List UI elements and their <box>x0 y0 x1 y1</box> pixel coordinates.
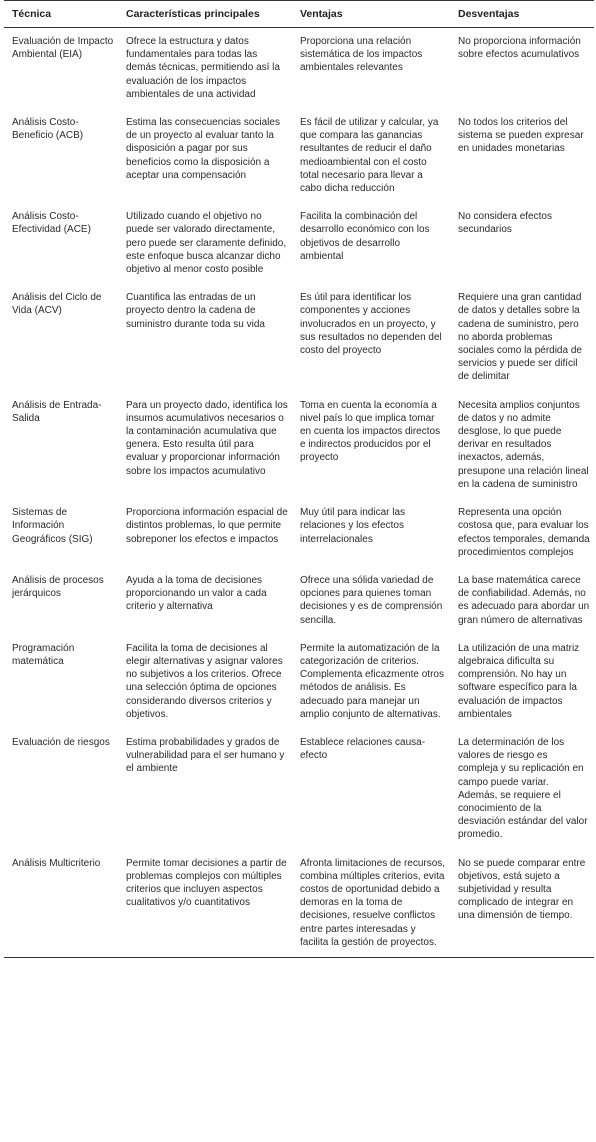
cell-tecnica: Sistemas de Información Geográficos (SIG) <box>12 507 93 545</box>
cell-desventajas: Necesita amplios conjuntos de datos y no admite desglose, lo que puede derivar en resultados inexactos, además, presupone una relación lineal en la cadena de suministro <box>458 399 589 490</box>
cell-desventajas: La determinación de los valores de riesgo es compleja y su replicación en campo puede variar. Además, se requiere el conocimiento de la desviación estándar del valor promedio. <box>458 736 588 841</box>
table-row <box>4 28 594 110</box>
cell-ventajas: Es fácil de utilizar y calcular, ya que compara las ganancias resultantes de reducir el daño medioambiental con el costo total necesario para llevar a cabo dicha reducción <box>300 117 439 195</box>
cell-ventajas: Permite la automatización de la categorización de criterios. Complementa eficazmente otros métodos de análisis. Es adecuado para manejar un amplio conjunto de alternativas. <box>300 642 444 720</box>
cell-desventajas: La base matemática carece de confiabilidad. Además, no es adecuado para abordar un gran número de alternativas <box>458 574 590 626</box>
cell-tecnica: Análisis Costo-Efectividad (ACE) <box>12 211 91 236</box>
cell-tecnica: Programación matemática <box>12 642 75 667</box>
cell-ventajas: Toma en cuenta la economía a nivel país lo que implica tomar en cuenta los impactos directos e indirectos producidos por el proyecto <box>300 399 441 464</box>
cell-caracteristicas: Utilizado cuando el objetivo no puede ser valorado directamente, pero puede ser claramente definido, este enfoque busca alcanzar dicho objetivo al menor costo posible <box>126 211 287 276</box>
cell-caracteristicas: Para un proyecto dado, identifica los insumos acumulativos necesarios o la contaminación acumulativa que genera. Esto resulta útil para evaluar y proporcionar información sobre los impactos acumulativo <box>126 399 288 477</box>
cell-ventajas: Afronta limitaciones de recursos, combina múltiples criterios, evita costos de oportunidad debido a demoras en la toma de decisiones, resuelve conflictos entre partes interesadas y facilita la gestión de proyectos. <box>292 850 450 958</box>
comparison-table <box>4 0 594 958</box>
cell-caracteristicas: Proporciona información espacial de distintos problemas, lo que permite sobreponer los efectos e impactos <box>126 507 288 545</box>
table-row <box>4 729 594 850</box>
header-row <box>4 1 594 28</box>
cell-tecnica: Evaluación de riesgos <box>12 736 110 748</box>
cell-caracteristicas: Estima las consecuencias sociales de un proyecto al evaluar tanto la disposición a pagar por sus beneficios como la disposición a aceptar una compensación <box>126 117 280 181</box>
cell-desventajas: Representa una opción costosa que, para evaluar los efectos temporales, demanda procedimientos complejos <box>458 507 590 558</box>
table-row <box>4 284 594 391</box>
cell-ventajas: Es útil para identificar los componentes y acciones involucrados en un proyecto, y sus resultados no dependen del costo del proyecto <box>300 292 442 357</box>
table-body <box>4 28 594 958</box>
cell-desventajas: Requiere una gran cantidad de datos y detalles sobre la cadena de suministro, pero no aborda problemas sociales como la pérdida de servicios y puede ser difícil de delimitar <box>458 292 582 383</box>
cell-tecnica: Análisis de procesos jerárquicos <box>12 574 104 600</box>
cell-ventajas: Ofrece una sólida variedad de opciones para quienes toman decisiones y es de comprensión sencilla. <box>300 574 443 626</box>
table-row <box>4 567 594 635</box>
cell-desventajas: No se puede comparar entre objetivos, está sujeto a subjetividad y resulta complicado de integrar en una dimensión de tiempo. <box>450 850 594 958</box>
cell-tecnica: Análisis del Ciclo de Vida (ACV) <box>12 292 102 317</box>
table-row <box>4 635 594 729</box>
cell-desventajas: No considera efectos secundarios <box>458 211 552 236</box>
cell-tecnica: Análisis de Entrada-Salida <box>12 399 102 424</box>
cell-caracteristicas: Facilita la toma de decisiones al elegir alternativas y asignar valores no subjetivos a los criterios. Ofrece una selección óptima de opciones considerando diversos criterios y objetivos. <box>126 642 283 720</box>
cell-ventajas: Proporciona una relación sistemática de los impactos ambientales relevantes <box>300 36 423 74</box>
table-row <box>4 203 594 284</box>
cell-ventajas: Establece relaciones causa-efecto <box>300 736 426 762</box>
cell-desventajas: No todos los criterios del sistema se pueden expresar en unidades monetarias <box>458 117 584 155</box>
cell-caracteristicas: Ayuda a la toma de decisiones proporcionando un valor a cada criterio y alternativa <box>126 574 267 613</box>
table-row <box>4 109 594 203</box>
table-row <box>4 392 594 499</box>
header-ventajas: Ventajas <box>292 1 450 28</box>
cell-desventajas: No proporciona información sobre efectos acumulativos <box>458 36 581 61</box>
cell-caracteristicas: Ofrece la estructura y datos fundamentales para todas las demás técnicas, permitiendo así la evaluación de los impactos ambientales de una actividad <box>126 36 280 100</box>
cell-caracteristicas: Permite tomar decisiones a partir de problemas complejos con múltiples criterios que incluyen aspectos cualitativos y/o cuantitativos <box>118 850 292 958</box>
table-row <box>4 850 594 958</box>
cell-ventajas: Facilita la combinación del desarrollo económico con los objetivos de desarrollo ambiental <box>300 211 430 262</box>
cell-tecnica: Análisis Costo-Beneficio (ACB) <box>12 117 84 142</box>
cell-caracteristicas: Estima probabilidades y grados de vulnerabilidad para el ser humano y el ambiente <box>126 736 285 775</box>
header-caracteristicas: Características principales <box>118 1 292 28</box>
cell-caracteristicas: Cuantifica las entradas de un proyecto dentro la cadena de suministro durante toda su vida <box>126 292 265 330</box>
cell-tecnica: Evaluación de Impacto Ambiental (EIA) <box>12 36 114 61</box>
cell-tecnica: Análisis Multicriterio <box>4 850 118 958</box>
cell-ventajas: Muy útil para indicar las relaciones y los efectos interrelacionales <box>300 507 406 545</box>
cell-desventajas: La utilización de una matriz algebraica dificulta su comprensión. No hay un software específico para la evaluación de impactos ambientales <box>458 642 580 720</box>
header-desventajas: Desventajas <box>450 1 594 28</box>
table-row <box>4 499 594 567</box>
header-tecnica: Técnica <box>4 1 118 28</box>
